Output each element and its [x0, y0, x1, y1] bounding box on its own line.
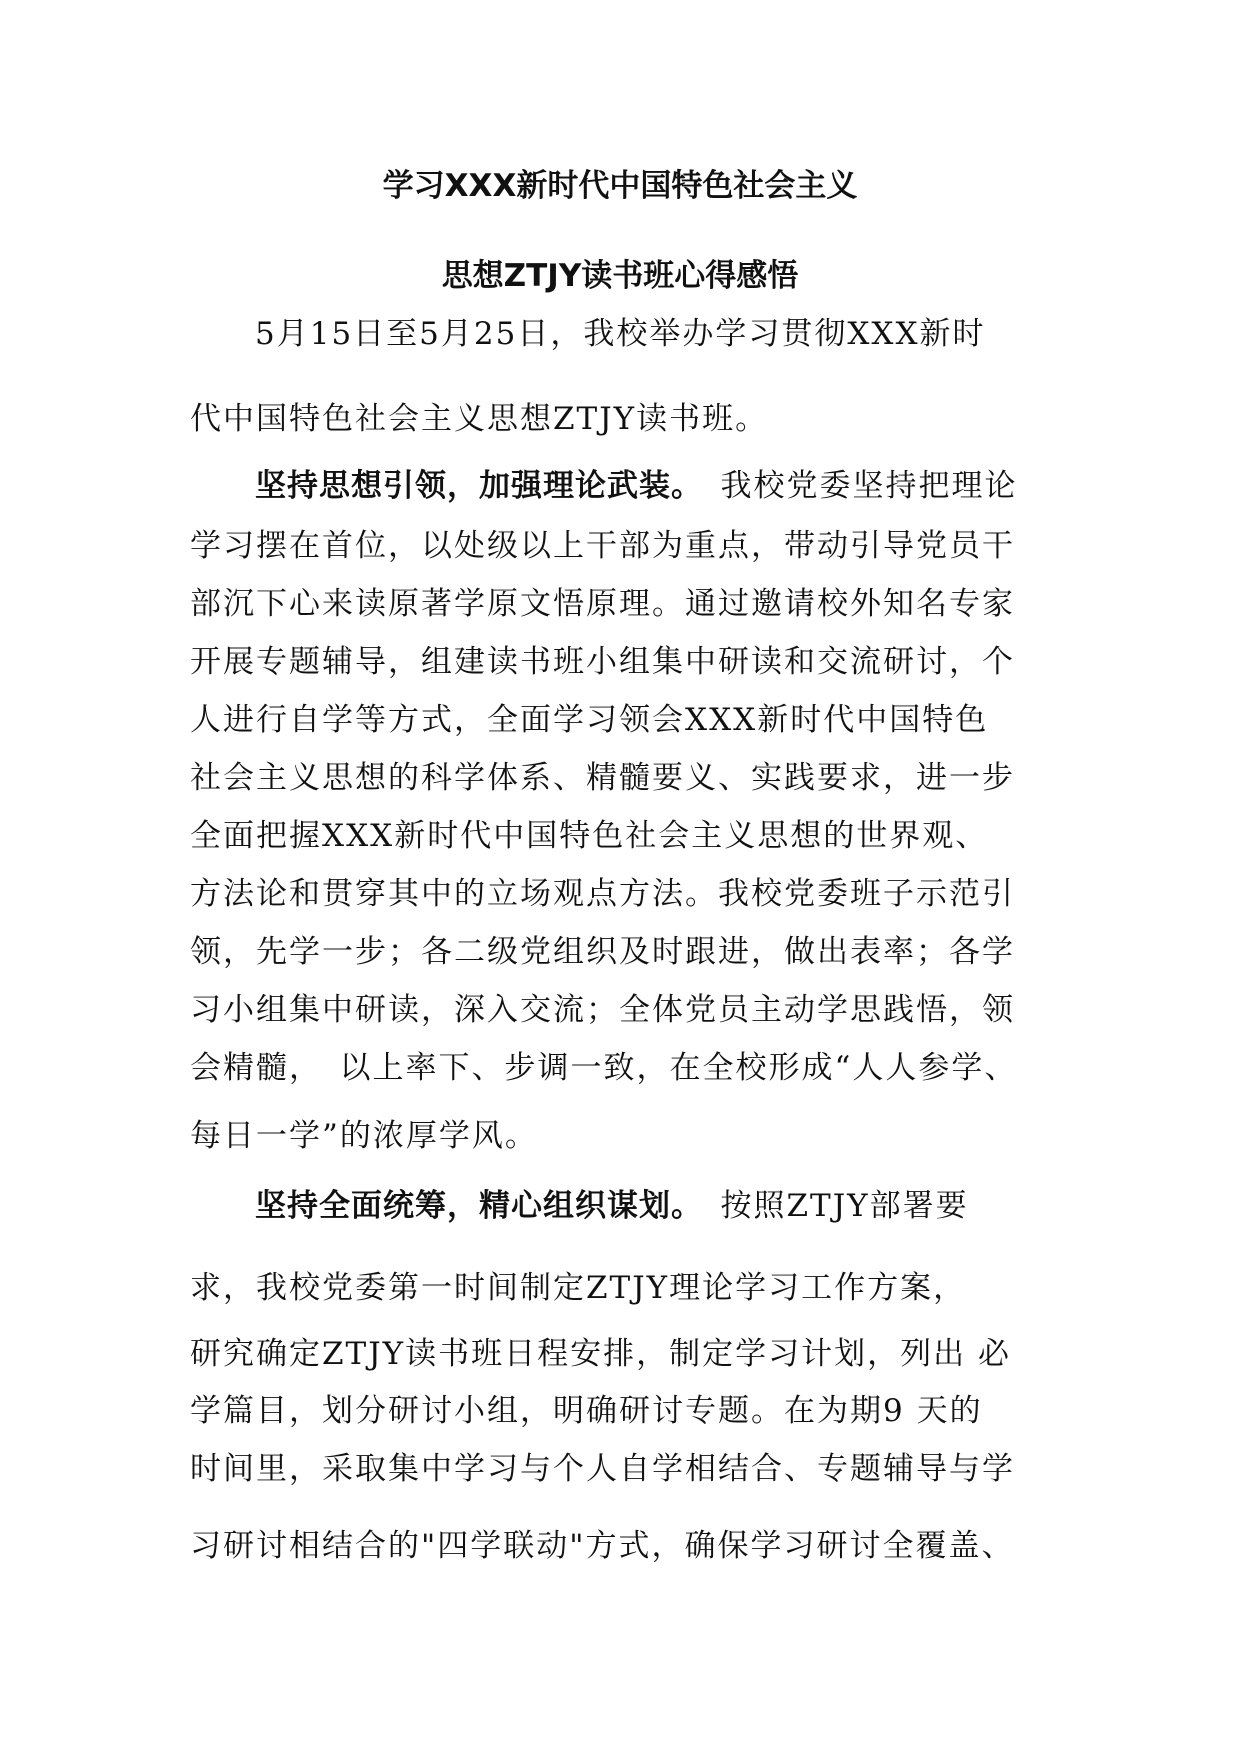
paragraph-text — [688, 468, 721, 504]
paragraph-text: 按照ZTJY部署要 — [720, 1188, 969, 1224]
paragraph-line — [255, 460, 1018, 505]
paragraph-line: 5月15日至5月25日，我校举办学习贯彻XXX新时 — [255, 316, 986, 352]
paragraph-text — [688, 1188, 721, 1224]
paragraph-line: 人进行自学等方式，全面学习领会XXX新时代中国特色 — [190, 702, 989, 738]
paragraph-line: 领，先学一步；各二级党组织及时跟进，做出表率；各学 — [190, 934, 1015, 970]
paragraph-line — [255, 1180, 969, 1225]
paragraph-line: 会精髓， 以上率下、步调一致，在全校形成“人人参学、 — [190, 1050, 1018, 1086]
paragraph-text: 我校党委坚持把理论 — [720, 468, 1018, 504]
document-title-line-2: 思想ZTJY读书班心得感悟 — [441, 258, 799, 294]
paragraph-line: 研究确定ZTJY读书班日程安排，制定学习计划，列出 必 — [190, 1336, 1011, 1372]
paragraph-line: 每日一学”的浓厚学风。 — [190, 1118, 538, 1154]
paragraph-line: 学习摆在首位，以处级以上干部为重点，带动引导党员干 — [190, 528, 1015, 564]
section-heading: 坚持思想引领，加强理论武装。 — [255, 468, 688, 504]
paragraph-line: 开展专题辅导，组建读书班小组集中研读和交流研讨，个 — [190, 644, 1015, 680]
section-heading: 坚持全面统筹，精心组织谋划。 — [255, 1188, 688, 1224]
paragraph-line: 方法论和贯穿其中的立场观点方法。我校党委班子示范引 — [190, 876, 1015, 912]
paragraph-line: 社会主义思想的科学体系、精髓要义、实践要求，进一步 — [190, 760, 1015, 796]
paragraph-line: 时间里，采取集中学习与个人自学相结合、专题辅导与学 — [190, 1451, 1015, 1487]
document-title-line-1: 学习XXX新时代中国特色社会主义 — [382, 168, 858, 204]
paragraph-line: 习小组集中研读，深入交流；全体党员主动学思践悟，领 — [190, 992, 1015, 1028]
paragraph-line: 求，我校党委第一时间制定ZTJY理论学习工作方案， — [190, 1270, 967, 1306]
paragraph-line: 部沉下心来读原著学原文悟原理。通过邀请校外知名专家 — [190, 586, 1015, 622]
paragraph-line: 学篇目，划分研讨小组，明确研讨专题。在为期9 天的 — [190, 1393, 983, 1429]
paragraph-line: 全面把握XXX新时代中国特色社会主义思想的世界观、 — [190, 818, 989, 854]
paragraph-line: 代中国特色社会主义思想ZTJY读书班。 — [190, 401, 769, 437]
paragraph-line: 习研讨相结合的"四学联动"方式，确保学习研讨全覆盖、 — [190, 1528, 1015, 1564]
